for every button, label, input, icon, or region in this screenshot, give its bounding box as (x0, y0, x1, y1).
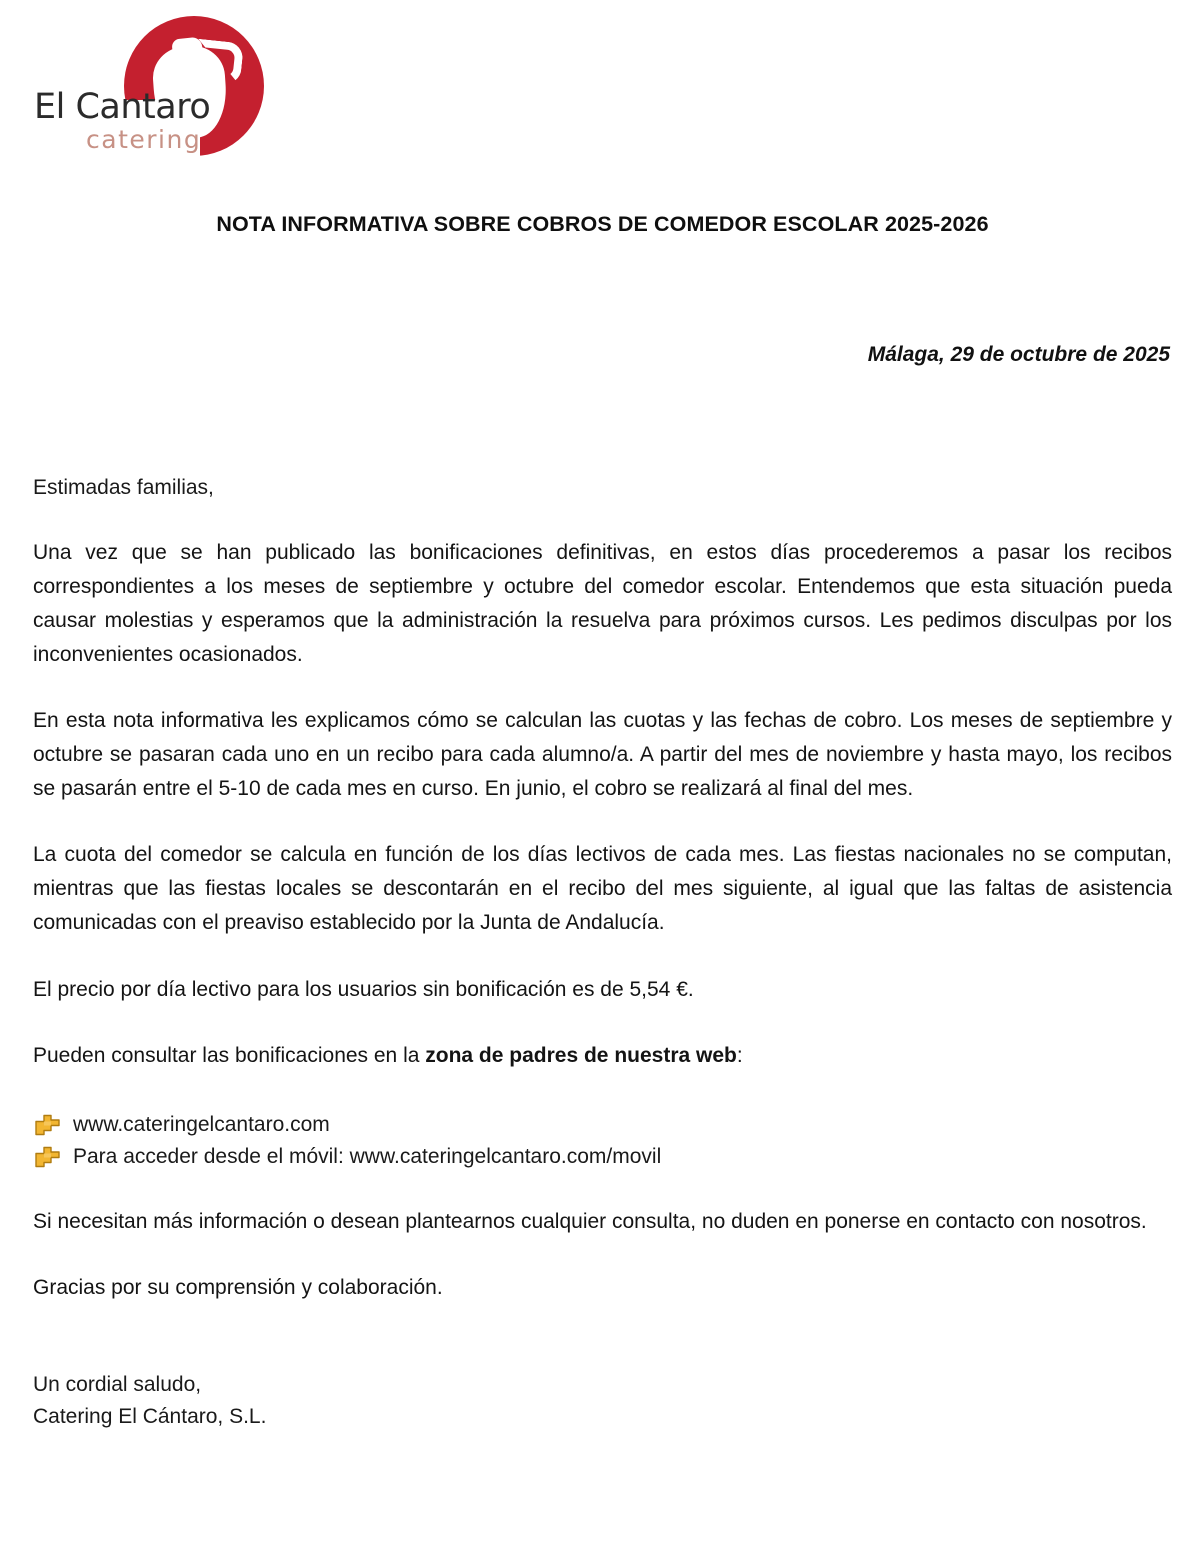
web-intro-suffix: : (736, 1043, 743, 1067)
paragraph-thanks: Gracias por su comprensión y colaboración. (33, 1276, 443, 1300)
paragraph-contact: Si necesitan más información o desean plantearnos cualquier consulta, no duden en ponerse en contacto con nosotros. (33, 1210, 1147, 1234)
logo-company-name: El Cantaro (34, 87, 211, 127)
date-line: Málaga, 29 de octubre de 2025 (867, 342, 1170, 366)
page-title: NOTA INFORMATIVA SOBRE COBROS DE COMEDOR ESCOLAR 2025-2026 (216, 212, 989, 236)
paragraph-daily-price: El precio por día lectivo para los usuarios sin bonificación es de 5,54 €. (33, 977, 694, 1001)
pointing-hand-icon (33, 1112, 63, 1138)
paragraph-intro: Una vez que se han publicado las bonificaciones definitivas, en estos días procederemos a pasar los recibos correspondientes a los meses de septiembre y octubre del comedor escolar. Entendemos que esta situación pueda causar molestias y esperamos que la administración la resuelva para próximos cursos. Les pedimos disculpas por los inconvenientes ocasionados. (33, 541, 1172, 667)
link-label[interactable]: www.cateringelcantaro.com (73, 1112, 330, 1136)
link-label[interactable]: Para acceder desde el móvil: www.cateringelcantaro.com/movil (73, 1145, 662, 1169)
web-intro-bold: zona de padres de nuestra web (425, 1043, 737, 1067)
paragraph-fee-calculation: La cuota del comedor se calcula en función de los días lectivos de cada mes. Las fiestas nacionales no se computan, mientras que las fiestas locales se descontarán en el recibo del mes siguiente, al igual que las faltas de asistencia comunicadas con el preaviso establecido por la Junta de Andalucía. (33, 843, 1172, 935)
signature-company: Catering El Cántaro, S.L. (33, 1404, 267, 1428)
signature-block (33, 1369, 1172, 1432)
web-link-list (33, 1109, 1172, 1174)
list-item[interactable] (33, 1141, 1172, 1173)
document-body (33, 0, 1172, 1432)
web-intro-prefix: Pueden consultar las bonificaciones en la (33, 1043, 426, 1067)
list-item[interactable] (33, 1109, 1172, 1141)
logo-tagline: catering (86, 125, 202, 154)
signature-greeting: Un cordial saludo, (33, 1373, 202, 1397)
paragraph-web-intro (33, 1039, 1172, 1073)
pointing-hand-icon (33, 1144, 63, 1170)
paragraph-billing-schedule: En esta nota informativa les explicamos cómo se calculan las cuotas y las fechas de cobro. Los meses de septiembre y octubre se pasaran cada uno en un recibo para cada alumno/a. A partir del mes de noviembre y hasta mayo, los recibos se pasarán entre el 5-10 de cada mes en curso. En junio, el cobro se realizará al final del mes. (33, 709, 1172, 801)
salutation: Estimadas familias, (33, 475, 214, 499)
